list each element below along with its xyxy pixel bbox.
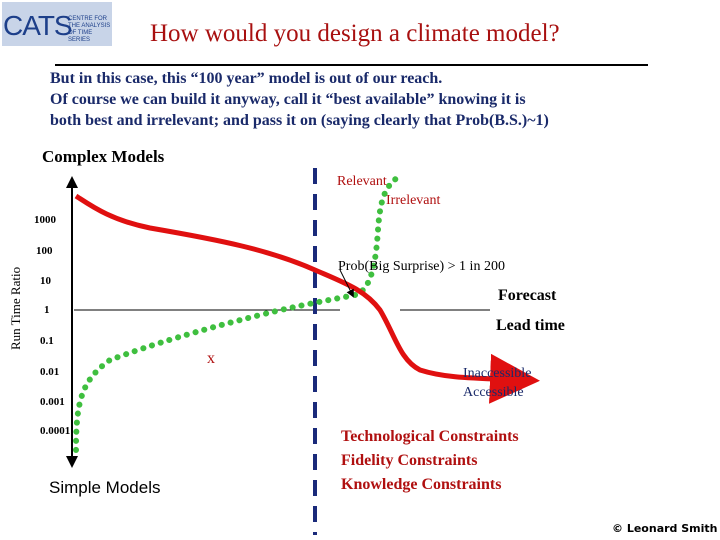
forecast-label: Forecast (498, 287, 557, 304)
inaccessible-label: Inaccessible (463, 366, 532, 381)
complex-models-label: Complex Models (42, 147, 165, 166)
tick-0-1: 0.1 (40, 335, 54, 347)
prob-big-surprise-label: Prob(Big Surprise) > 1 in 200 (338, 259, 505, 274)
logo-word: CATS (3, 10, 72, 41)
tick-1000: 1000 (34, 214, 56, 226)
intro-line-2: Of course we can build it anyway, call it “best available” knowing it is (50, 91, 526, 108)
tick-100: 100 (36, 245, 53, 257)
axis-arrow-up-head (66, 176, 78, 188)
tick-0-001: 0.001 (40, 396, 65, 408)
constraint-technological: Technological Constraints (341, 428, 519, 445)
intro-line-3: both best and irrelevant; and pass it on (saying clearly that Prob(B.S.)~1) (50, 112, 549, 129)
intro-line-1: But in this case, this “100 year” model is out of our reach. (50, 70, 443, 87)
constraints-list (341, 425, 519, 497)
green-dotted-curve (76, 176, 400, 450)
irrelevant-label: Irrelevant (386, 193, 441, 208)
copyright-footer: © Leonard Smith (612, 522, 718, 535)
tick-0-0001: 0.0001 (40, 425, 71, 437)
simple-models-label: Simple Models (49, 478, 161, 497)
x-mark: x (207, 350, 215, 367)
constraint-knowledge: Knowledge Constraints (341, 476, 502, 493)
constraint-fidelity: Fidelity Constraints (341, 452, 478, 469)
tick-0-01: 0.01 (40, 366, 60, 378)
relevant-label: Relevant (337, 174, 387, 189)
tick-10: 10 (40, 275, 51, 287)
red-curve (76, 196, 520, 380)
tick-1: 1 (44, 304, 50, 316)
logo-subtitle: CENTRE FOR THE ANALYSIS OF TIME SERIES (68, 16, 111, 43)
axis-arrow-down-head (66, 456, 78, 468)
accessible-label: Accessible (463, 385, 524, 400)
lead-time-label: Lead time (496, 317, 565, 334)
y-axis-label: Run Time Ratio (8, 266, 23, 350)
slide-title: How would you design a climate model? (150, 20, 560, 47)
